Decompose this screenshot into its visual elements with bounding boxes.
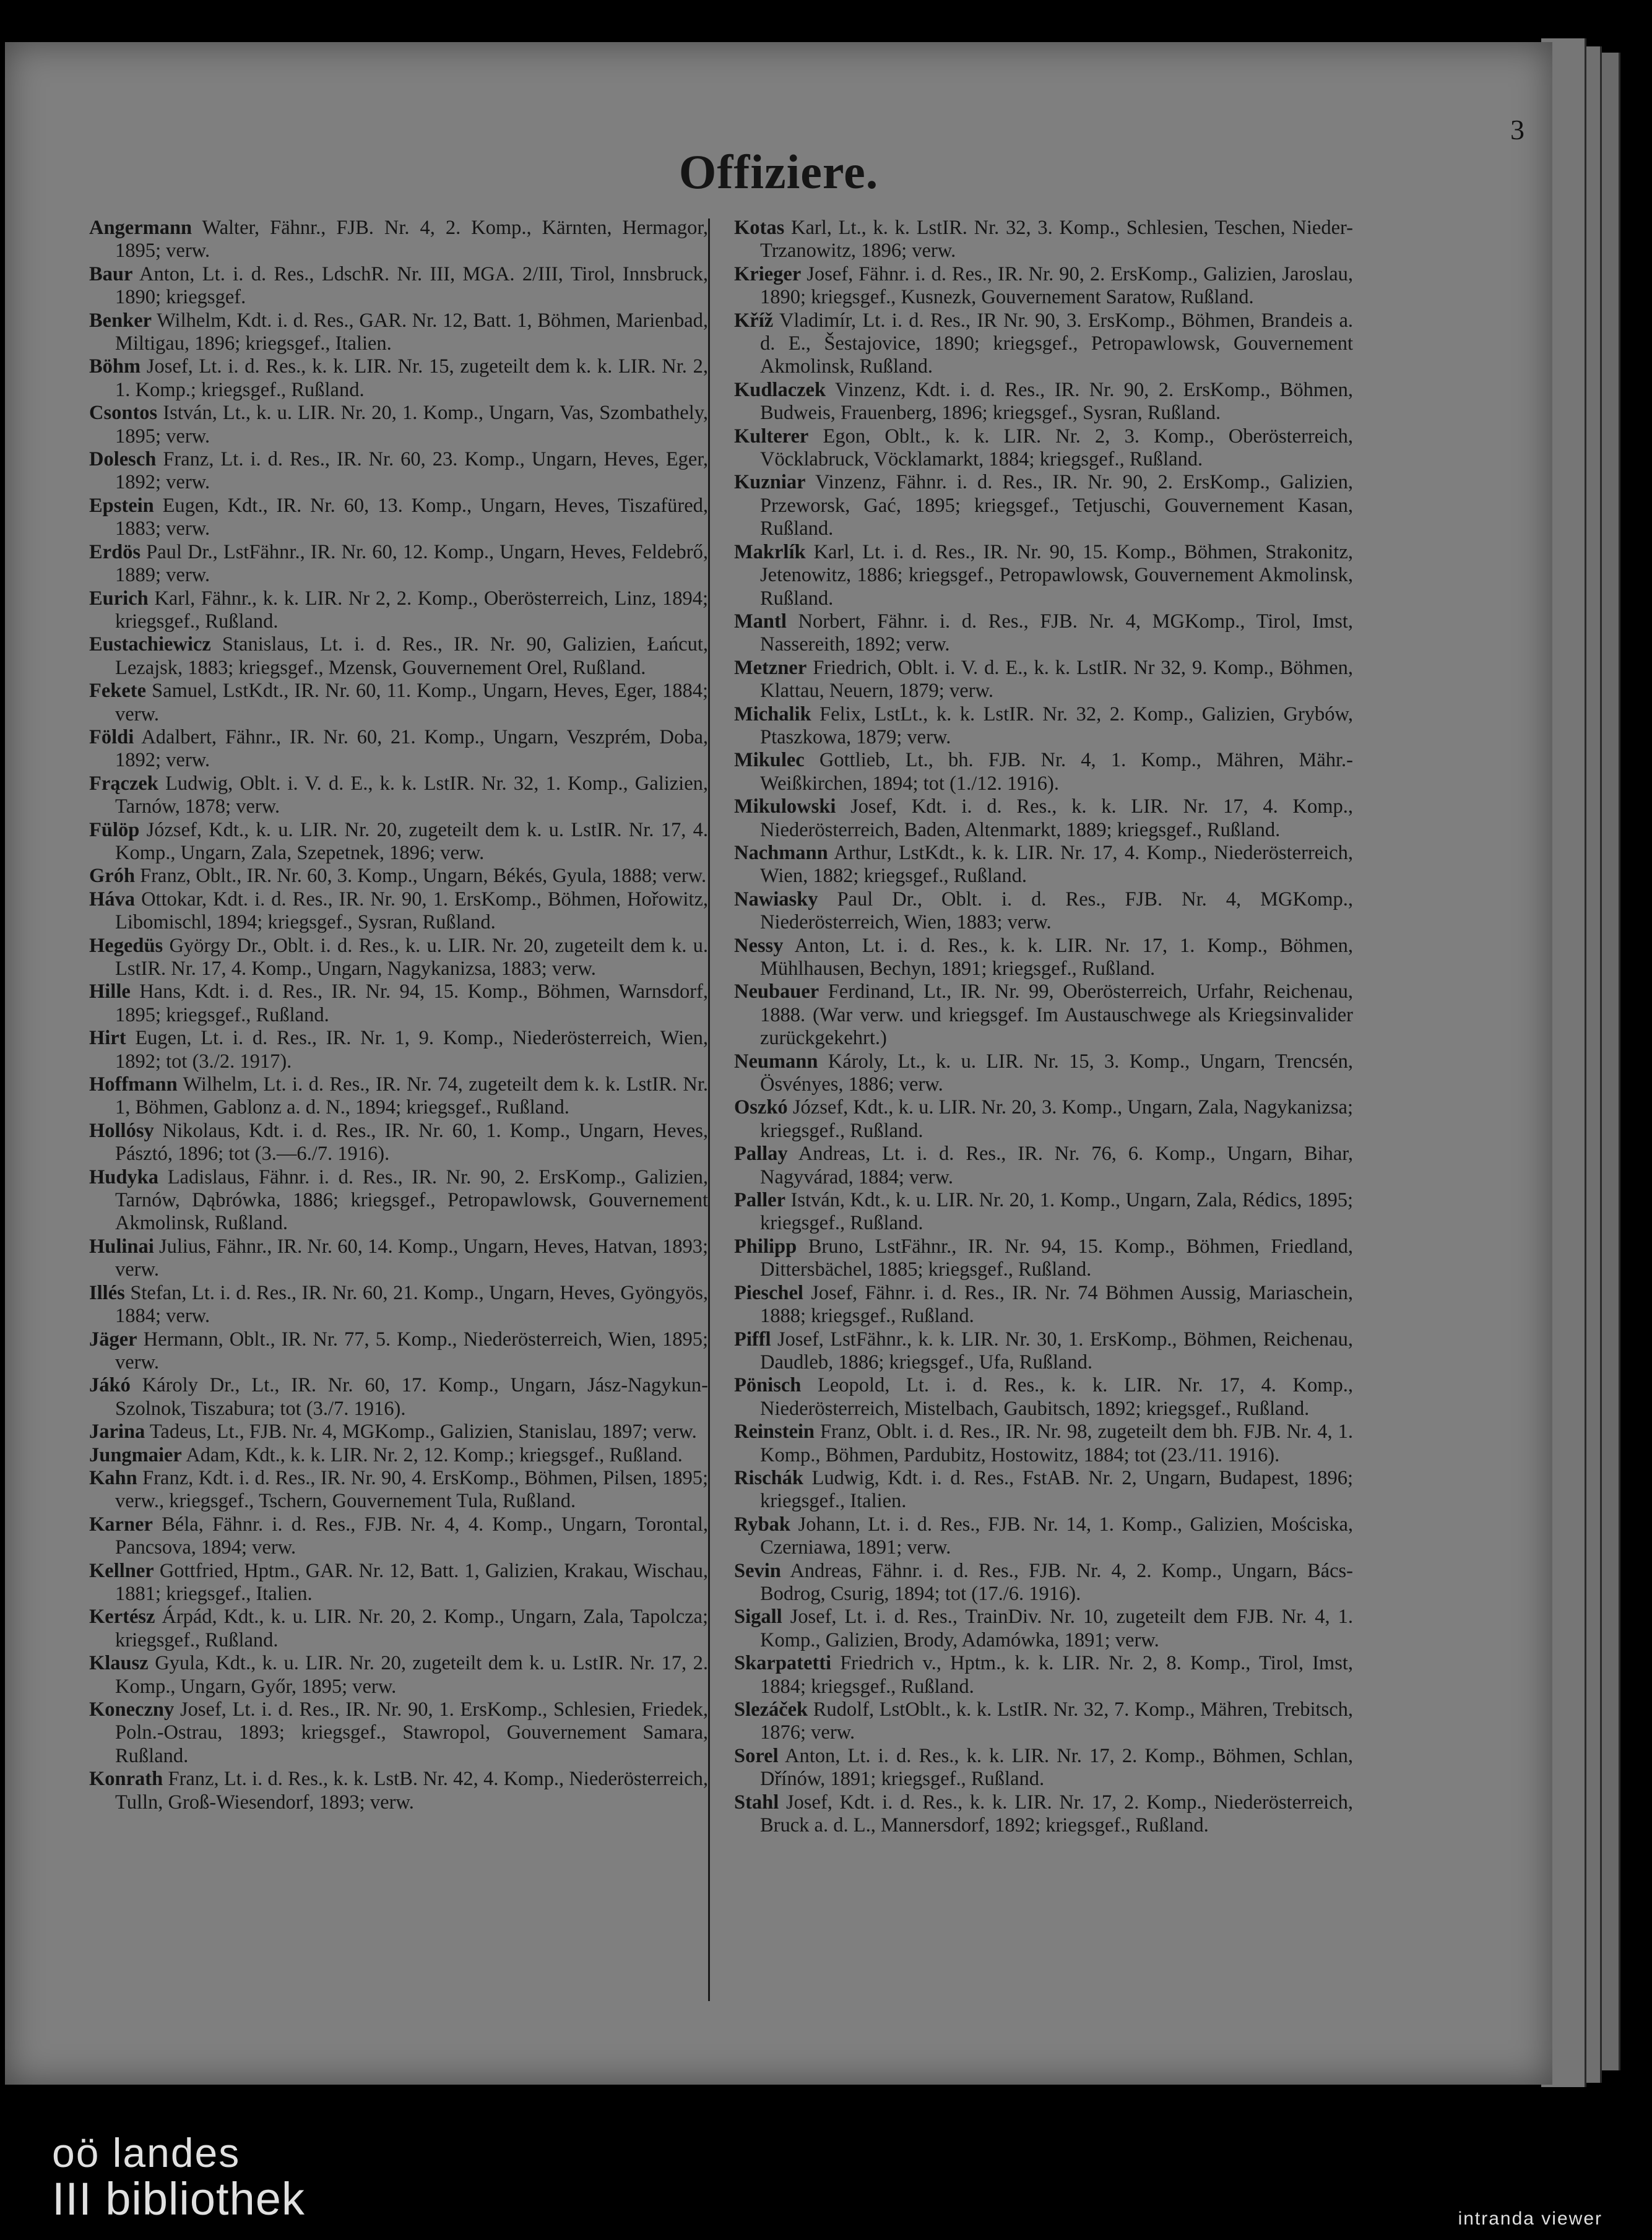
officer-entry (89, 1560, 708, 1606)
officer-details: Vladimír, Lt. i. d. Res., IR Nr. 90, 3. ErsKomp., Böhmen, Brandeis a. d. E., Šestajovice, 1890; kriegsgef., Petropawlowsk, Gouvernement Akmolinsk, Rußland. (760, 309, 1353, 378)
officer-entry (89, 1328, 708, 1375)
officer-entry (89, 888, 708, 935)
officer-surname: Kertész (89, 1606, 155, 1628)
officer-details: Friedrich v., Hptm., k. k. LIR. Nr. 2, 8. Komp., Tirol, Imst, 1884; kriegsgef., Rußland. (760, 1652, 1354, 1698)
officer-entry (734, 217, 1353, 263)
officer-entry (734, 1513, 1353, 1560)
officer-surname: Slezáček (734, 1698, 808, 1721)
officer-entry (89, 495, 708, 541)
officer-surname: Gróh (89, 865, 136, 888)
viewer-brand: intranda viewer (1458, 2208, 1602, 2229)
officer-details: Ludwig, Oblt. i. V. d. E., k. k. LstIR. Nr. 32, 1. Komp., Galizien, Tarnów, 1878; verw. (115, 772, 709, 818)
officer-surname: Pallay (734, 1143, 788, 1165)
officer-surname: Philipp (734, 1235, 797, 1258)
officer-details: Karl, Lt., k. k. LstIR. Nr. 32, 3. Komp., Schlesien, Teschen, Nieder-Trzanowitz, 1896; verw. (760, 217, 1354, 262)
officer-entry (89, 633, 708, 680)
officer-surname: Kahn (89, 1466, 137, 1489)
officer-entry (734, 1560, 1353, 1606)
officer-surname: Klausz (89, 1652, 149, 1675)
officer-surname: Metzner (734, 656, 807, 679)
officer-details: Franz, Kdt. i. d. Res., IR. Nr. 90, 4. ErsKomp., Böhmen, Pilsen, 1895; verw., kriegsgef., Tschern, Gouvernement Tula, Rußland. (115, 1466, 709, 1513)
officer-details: Josef, LstFähnr., k. k. LIR. Nr. 30, 1. ErsKomp., Böhmen, Reichenau, Daudleb, 1886; kriegsgef., Ufa, Rußland. (760, 1328, 1354, 1373)
officer-surname: Rybak (734, 1513, 790, 1536)
officer-surname: Stahl (734, 1791, 779, 1814)
officer-details: Hans, Kdt. i. d. Res., IR. Nr. 94, 15. Komp., Böhmen, Warnsdorf, 1895; kriegsgef., Rußland. (115, 980, 709, 1026)
officer-details: István, Lt., k. u. LIR. Nr. 20, 1. Komp., Ungarn, Vas, Szombathely, 1895; verw. (115, 402, 709, 448)
officer-entry (89, 772, 708, 819)
officer-surname: Koneczny (89, 1698, 175, 1721)
officer-entry (89, 1444, 708, 1467)
officer-details: Gottfried, Hptm., GAR. Nr. 12, Batt. 1, Galizien, Krakau, Wischau, 1881; kriegsgef., Italien. (115, 1559, 709, 1605)
officer-surname: Pieschel (734, 1281, 803, 1304)
officer-details: Walter, Fähnr., FJB. Nr. 4, 2. Komp., Kärnten, Hermagor, 1895; verw. (115, 217, 708, 262)
officer-details: Paul Dr., LstFähnr., IR. Nr. 60, 12. Komp., Ungarn, Heves, Feldebrő, 1889; verw. (115, 540, 708, 587)
officer-details: Josef, Fähnr. i. d. Res., IR. Nr. 90, 2. ErsKomp., Galizien, Jaroslau, 1890; kriegsgef., Kusnezk, Gouvernement Saratow, Rußland. (760, 262, 1354, 309)
officer-details: Rudolf, LstOblt., k. k. LstIR. Nr. 32, 7. Komp., Mähren, Trebitsch, 1876; verw. (760, 1698, 1353, 1744)
officer-details: Bruno, LstFähnr., IR. Nr. 94, 15. Komp., Böhmen, Friedland, Dittersbächel, 1885; kriegsgef., Rußland. (760, 1235, 1354, 1281)
officer-details: József, Kdt., k. u. LIR. Nr. 20, zugeteilt dem k. u. LstIR. Nr. 17, 4. Komp., Ungarn, Zala, Szepetnek, 1896; verw. (115, 818, 709, 864)
officer-surname: Neumann (734, 1050, 818, 1073)
officer-entry (734, 541, 1353, 610)
officer-entry (734, 1791, 1353, 1838)
officer-entry (89, 1652, 708, 1698)
officer-details: Franz, Oblt. i. d. Res., IR. Nr. 98, zugeteilt dem bh. FJB. Nr. 4, 1. Komp., Böhmen, Pardubitz, Hostowitz, 1884; tot (23./11. 1916). (760, 1421, 1353, 1466)
officer-surname: Hulinai (89, 1235, 154, 1258)
officer-entry (89, 1421, 708, 1443)
officer-entry (89, 541, 708, 587)
officer-details: Julius, Fähnr., IR. Nr. 60, 14. Komp., Ungarn, Heves, Hatvan, 1893; verw. (115, 1235, 709, 1281)
officer-details: Wilhelm, Lt. i. d. Res., IR. Nr. 74, zugeteilt dem k. k. LstIR. Nr. 1, Böhmen, Gablonz a. d. N., 1894; kriegsgef., Rußland. (115, 1073, 708, 1119)
officer-surname: Kulterer (734, 425, 809, 448)
officer-entry (89, 935, 708, 981)
officer-surname: Skarpatetti (734, 1652, 832, 1675)
officer-surname: Hoffmann (89, 1073, 178, 1096)
officer-entry (89, 309, 708, 356)
officer-details: Franz, Lt. i. d. Res., k. k. LstB. Nr. 42, 4. Komp., Niederösterreich, Tulln, Groß-Wiesendorf, 1893; verw. (115, 1768, 709, 1814)
officer-surname: Fülöp (89, 818, 140, 841)
officer-details: Wilhelm, Kdt. i. d. Res., GAR. Nr. 12, Batt. 1, Böhmen, Marienbad, Miltigau, 1896; kriegsgef., Italien. (115, 309, 708, 355)
officer-entry (734, 657, 1353, 703)
officer-surname: Nessy (734, 934, 784, 957)
officer-entry (89, 402, 708, 448)
officer-entry (734, 1745, 1353, 1791)
officer-entry (734, 1652, 1353, 1698)
officer-details: Andreas, Lt. i. d. Res., IR. Nr. 76, 6. Komp., Ungarn, Bihar, Nagyvárad, 1884; verw. (760, 1143, 1353, 1188)
officer-details: Norbert, Fähnr. i. d. Res., FJB. Nr. 4, MGKomp., Tirol, Imst, Nassereith, 1892; verw. (760, 610, 1354, 656)
officer-details: Josef, Lt. i. d. Res., TrainDiv. Nr. 10, zugeteilt dem FJB. Nr. 4, 1. Komp., Galizien, Brody, Adamówka, 1891; verw. (760, 1606, 1353, 1651)
officer-entry (734, 1235, 1353, 1282)
officer-surname: Epstein (89, 494, 154, 517)
officer-details: Andreas, Fähnr. i. d. Res., FJB. Nr. 4, 2. Komp., Ungarn, Bács-Bodrog, Csurig, 1894; tot (17./6. 1916). (760, 1559, 1353, 1605)
officer-surname: Hille (89, 980, 131, 1003)
officer-surname: Mikulec (734, 749, 805, 772)
officer-details: Vinzenz, Kdt. i. d. Res., IR. Nr. 90, 2. ErsKomp., Böhmen, Budweis, Frauenberg, 1896; kriegsgef., Sysran, Rußland. (760, 378, 1353, 425)
officer-details: Arthur, LstKdt., k. k. LIR. Nr. 17, 4. Komp., Niederösterreich, Wien, 1882; kriegsgef., Rußland. (760, 841, 1353, 888)
officer-surname: Pönisch (734, 1374, 802, 1397)
officer-entry (89, 819, 708, 865)
officer-surname: Karner (89, 1513, 153, 1536)
officer-surname: Eustachiewicz (89, 633, 211, 656)
officer-entry (89, 1282, 708, 1328)
officer-surname: Csontos (89, 402, 158, 425)
officer-surname: Kříž (734, 309, 774, 332)
officer-entry (89, 355, 708, 402)
officer-details: Károly, Lt., k. u. LIR. Nr. 15, 3. Komp., Ungarn, Trencsén, Ösvényes, 1886; verw. (760, 1050, 1353, 1096)
officer-details: Ottokar, Kdt. i. d. Res., IR. Nr. 90, 1. ErsKomp., Böhmen, Hořowitz, Libomischl, 1894; kriegsgef., Sysran, Rußland. (115, 888, 708, 934)
page-title: Offiziere. (678, 145, 879, 199)
officer-details: Friedrich, Oblt. i. V. d. E., k. k. LstIR. Nr 32, 9. Komp., Böhmen, Klattau, Neuern, 1879; verw. (760, 656, 1354, 703)
officer-surname: Angermann (89, 217, 192, 239)
officer-entry (89, 1698, 708, 1768)
officer-surname: Michalik (734, 703, 811, 725)
officer-surname: Krieger (734, 262, 802, 285)
officer-surname: Kuzniar (734, 471, 806, 494)
officer-details: József, Kdt., k. u. LIR. Nr. 20, 3. Komp., Ungarn, Zala, Nagykanizsa; kriegsgef., Rußland. (760, 1096, 1354, 1142)
officer-surname: Paller (734, 1189, 786, 1212)
officer-details: Anton, Lt. i. d. Res., LdschR. Nr. III, MGA. 2/III, Tirol, Innsbruck, 1890; kriegsgef. (115, 262, 708, 309)
officer-surname: Sigall (734, 1606, 782, 1628)
officer-entry (89, 1166, 708, 1235)
officer-entry (89, 1235, 708, 1282)
officer-details: Franz, Lt. i. d. Res., IR. Nr. 60, 23. Komp., Ungarn, Heves, Eger, 1892; verw. (115, 448, 708, 494)
officer-details: Gottlieb, Lt., bh. FJB. Nr. 4, 1. Komp., Mähren, Mähr.-Weißkirchen, 1894; tot (1./12. 1916). (760, 749, 1353, 795)
page-number: 3 (1510, 114, 1524, 145)
officer-details: Stefan, Lt. i. d. Res., IR. Nr. 60, 21. Komp., Ungarn, Heves, Gyöngyös, 1884; verw. (115, 1281, 708, 1328)
officer-details: Josef, Lt. i. d. Res., IR. Nr. 90, 1. ErsKomp., Schlesien, Friedek, Poln.-Ostrau, 1893; kriegsgef., Stawropol, Gouvernement Samara, Rußland. (115, 1698, 708, 1767)
officer-entry (89, 1513, 708, 1560)
officer-entry (89, 1768, 708, 1814)
officer-surname: Piffl (734, 1328, 771, 1351)
officer-entry (734, 1421, 1353, 1467)
officer-details: Gyula, Kdt., k. u. LIR. Nr. 20, zugeteilt dem k. u. LstIR. Nr. 17, 2. Komp., Ungarn, Győr, 1895; verw. (115, 1652, 709, 1698)
officer-details: Stanislaus, Lt. i. d. Res., IR. Nr. 90, Galizien, Łańcut, Lezajsk, 1883; kriegsgef., Mzensk, Gouvernement Orel, Rußland. (115, 633, 709, 679)
officer-surname: Jákó (89, 1374, 131, 1397)
officer-details: Josef, Fähnr. i. d. Res., IR. Nr. 74 Böhmen Aussig, Mariaschein, 1888; kriegsgef., Rußland. (760, 1281, 1353, 1328)
officer-details: Tadeus, Lt., FJB. Nr. 4, MGKomp., Galizien, Stanislau, 1897; verw. (149, 1421, 697, 1443)
officer-details: Hermann, Oblt., IR. Nr. 77, 5. Komp., Niederösterreich, Wien, 1895; verw. (115, 1328, 708, 1373)
officer-surname: Benker (89, 309, 152, 332)
officer-details: Béla, Fähnr. i. d. Res., FJB. Nr. 4, 4. Komp., Ungarn, Torontal, Pancsova, 1894; verw. (115, 1513, 708, 1559)
officer-entry (89, 1027, 708, 1073)
officer-entry (734, 471, 1353, 540)
scanned-page (5, 42, 1552, 2085)
officer-surname: Böhm (89, 355, 141, 378)
officer-details: Felix, LstLt., k. k. LstIR. Nr. 32, 2. Komp., Galizien, Grybów, Ptaszkowa, 1879; verw. (760, 703, 1354, 748)
officer-details: Eugen, Lt. i. d. Res., IR. Nr. 1, 9. Komp., Niederösterreich, Wien, 1892; tot (3./2. 1917). (115, 1027, 708, 1073)
officer-surname: Rischák (734, 1466, 803, 1489)
officer-surname: Oszkó (734, 1096, 788, 1119)
officer-entry (89, 1073, 708, 1120)
officer-entry (89, 680, 708, 726)
officer-details: Leopold, Lt. i. d. Res., k. k. LIR. Nr. 17, 4. Komp., Niederösterreich, Mistelbach, Gaubitsch, 1892; kriegsgef., Rußland. (760, 1374, 1353, 1420)
officer-surname: Hudyka (89, 1165, 159, 1188)
officer-entry (89, 726, 708, 772)
officer-details: Nikolaus, Kdt. i. d. Res., IR. Nr. 60, 1. Komp., Ungarn, Heves, Pásztó, 1896; tot (3.—6./7. 1916). (115, 1119, 709, 1165)
officer-surname: Dolesch (89, 448, 157, 471)
officer-entry (89, 263, 708, 309)
officer-surname: Sevin (734, 1559, 781, 1582)
officer-surname: Erdös (89, 540, 141, 563)
officer-entry (89, 1467, 708, 1513)
officer-entry (734, 795, 1353, 842)
officer-entry (89, 1120, 708, 1166)
officer-surname: Hollósy (89, 1119, 154, 1142)
officer-entry (734, 749, 1353, 795)
officer-surname: Reinstein (734, 1421, 815, 1443)
right-column (734, 217, 1353, 1837)
officer-entry (89, 1374, 708, 1421)
officer-surname: Földi (89, 725, 134, 748)
officer-details: Josef, Kdt. i. d. Res., k. k. LIR. Nr. 17, 2. Komp., Niederösterreich, Bruck a. d. L., Mannersdorf, 1892; kriegsgef., Rußland. (760, 1791, 1354, 1837)
library-logo-line1: oö landes (52, 2130, 241, 2176)
officer-entry (89, 1606, 708, 1652)
officer-surname: Mantl (734, 610, 787, 633)
officer-surname: Nachmann (734, 841, 828, 864)
officer-surname: Jungmaier (89, 1443, 182, 1466)
officer-entry (734, 1374, 1353, 1421)
officer-surname: Hirt (89, 1027, 126, 1050)
officer-surname: Neubauer (734, 980, 820, 1003)
officer-entry (89, 448, 708, 495)
officer-entry (734, 980, 1353, 1050)
officer-entry (734, 1606, 1353, 1652)
officer-details: Samuel, LstKdt., IR. Nr. 60, 11. Komp., Ungarn, Heves, Eger, 1884; verw. (115, 680, 709, 725)
officer-details: Ladislaus, Fähnr. i. d. Res., IR. Nr. 90, 2. ErsKomp., Galizien, Tarnów, Dąbrówka, 1886; kriegsgef., Petropawlowsk, Gouvernement Akmolinsk, Rußland. (115, 1165, 708, 1235)
officer-entry (734, 888, 1353, 935)
left-column (89, 217, 708, 1814)
officer-details: Karl, Lt. i. d. Res., IR. Nr. 90, 15. Komp., Böhmen, Strakonitz, Jetenowitz, 1886; kriegsgef., Petropawlowsk, Gouvernement Akmolinsk, Rußland. (760, 540, 1353, 610)
officer-details: Anton, Lt. i. d. Res., k. k. LIR. Nr. 17, 2. Komp., Böhmen, Schlan, Dřínów, 1891; kriegsgef., Rußland. (760, 1744, 1353, 1791)
officer-details: Karl, Fähnr., k. k. LIR. Nr 2, 2. Komp., Oberösterreich, Linz, 1894; kriegsgef., Rußland. (115, 587, 709, 633)
officer-details: Anton, Lt. i. d. Res., k. k. LIR. Nr. 17, 1. Komp., Böhmen, Mühlhausen, Bechyn, 1891; kriegsgef., Rußland. (760, 934, 1353, 980)
officer-details: Josef, Lt. i. d. Res., k. k. LIR. Nr. 15, zugeteilt dem k. k. LIR. Nr. 2, 1. Komp.; kriegsgef., Rußland. (115, 355, 708, 401)
officer-entry (734, 379, 1353, 425)
officer-details: Franz, Oblt., IR. Nr. 60, 3. Komp., Ungarn, Békés, Gyula, 1888; verw. (140, 865, 707, 888)
officer-details: Károly Dr., Lt., IR. Nr. 60, 17. Komp., Ungarn, Jász-Nagykun-Szolnok, Tiszabura; tot (3./7. 1916). (115, 1374, 708, 1420)
officer-details: Adalbert, Fähnr., IR. Nr. 60, 21. Komp., Ungarn, Veszprém, Doba, 1892; verw. (115, 725, 708, 772)
officer-surname: Frączek (89, 772, 158, 795)
officer-surname: Kellner (89, 1559, 154, 1582)
officer-surname: Hegedüs (89, 934, 163, 957)
officer-surname: Jarina (89, 1421, 145, 1443)
officer-surname: Kotas (734, 217, 785, 239)
officer-details: Adam, Kdt., k. k. LIR. Nr. 2, 12. Komp.; kriegsgef., Rußland. (186, 1443, 683, 1466)
officer-entry (734, 263, 1353, 309)
officer-surname: Mikulowski (734, 795, 836, 818)
officer-entry (89, 865, 708, 888)
officer-surname: Fekete (89, 680, 147, 703)
officer-details: Ludwig, Kdt. i. d. Res., FstAB. Nr. 2, Ungarn, Budapest, 1896; kriegsgef., Italien. (760, 1466, 1354, 1513)
officer-details: Vinzenz, Fähnr. i. d. Res., IR. Nr. 90, 2. ErsKomp., Galizien, Przeworsk, Gać, 1895; kriegsgef., Tetjuschi, Gouvernement Kasan, Rußland. (760, 471, 1353, 540)
officer-surname: Sorel (734, 1744, 779, 1767)
officer-entry (734, 610, 1353, 657)
officer-surname: Háva (89, 888, 136, 910)
officer-entry (89, 217, 708, 263)
officer-entry (734, 425, 1353, 472)
officer-entry (734, 1328, 1353, 1375)
officer-surname: Illés (89, 1281, 125, 1304)
officer-details: Josef, Kdt. i. d. Res., k. k. LIR. Nr. 17, 4. Komp., Niederösterreich, Baden, Altenmarkt, 1889; kriegsgef., Rußland. (760, 795, 1353, 841)
officer-entry (89, 587, 708, 634)
officer-details: István, Kdt., k. u. LIR. Nr. 20, 1. Komp., Ungarn, Zala, Rédics, 1895; kriegsgef., Rußland. (760, 1189, 1353, 1235)
officer-surname: Nawiasky (734, 888, 818, 910)
officer-entry (734, 1096, 1353, 1143)
officer-entry (734, 842, 1353, 888)
officer-details: Johann, Lt. i. d. Res., FJB. Nr. 14, 1. Komp., Galizien, Mościska, Czerniawa, 1891; verw. (760, 1513, 1353, 1559)
officer-surname: Makrlík (734, 540, 806, 563)
officer-surname: Eurich (89, 587, 149, 610)
column-divider (708, 218, 710, 2001)
officer-surname: Jäger (89, 1328, 137, 1351)
library-logo-line2: III bibliothek (52, 2173, 305, 2225)
officer-entry (734, 1189, 1353, 1235)
officer-details: Egon, Oblt., k. k. LIR. Nr. 2, 3. Komp., Oberösterreich, Vöcklabruck, Vöcklamarkt, 1884; kriegsgef., Rußland. (760, 425, 1354, 471)
officer-entry (89, 980, 708, 1027)
officer-details: György Dr., Oblt. i. d. Res., k. u. LIR. Nr. 20, zugeteilt dem k. u. LstIR. Nr. 17, 4. Komp., Ungarn, Nagykanizsa, 1883; verw. (115, 934, 709, 980)
officer-surname: Kudlaczek (734, 378, 826, 401)
officer-entry (734, 935, 1353, 981)
officer-surname: Konrath (89, 1768, 163, 1791)
officer-entry (734, 309, 1353, 379)
officer-surname: Baur (89, 262, 133, 285)
officer-details: Eugen, Kdt., IR. Nr. 60, 13. Komp., Ungarn, Heves, Tiszafüred, 1883; verw. (115, 494, 709, 540)
officer-details: Árpád, Kdt., k. u. LIR. Nr. 20, 2. Komp., Ungarn, Zala, Tapolcza; kriegsgef., Rußland. (115, 1606, 709, 1651)
officer-entry (734, 1282, 1353, 1328)
officer-details: Paul Dr., Oblt. i. d. Res., FJB. Nr. 4, MGKomp., Niederösterreich, Wien, 1883; verw. (760, 888, 1354, 934)
officer-entry (734, 1143, 1353, 1189)
officer-entry (734, 1467, 1353, 1513)
officer-entry (734, 1050, 1353, 1097)
officer-entry (734, 703, 1353, 750)
officer-details: Ferdinand, Lt., IR. Nr. 99, Oberösterreich, Urfahr, Reichenau, 1888. (War verw. und kriegsgef. Im Austauschwege als Kriegsinvalider zurückgekehrt.) (760, 980, 1354, 1050)
officer-entry (734, 1698, 1353, 1745)
